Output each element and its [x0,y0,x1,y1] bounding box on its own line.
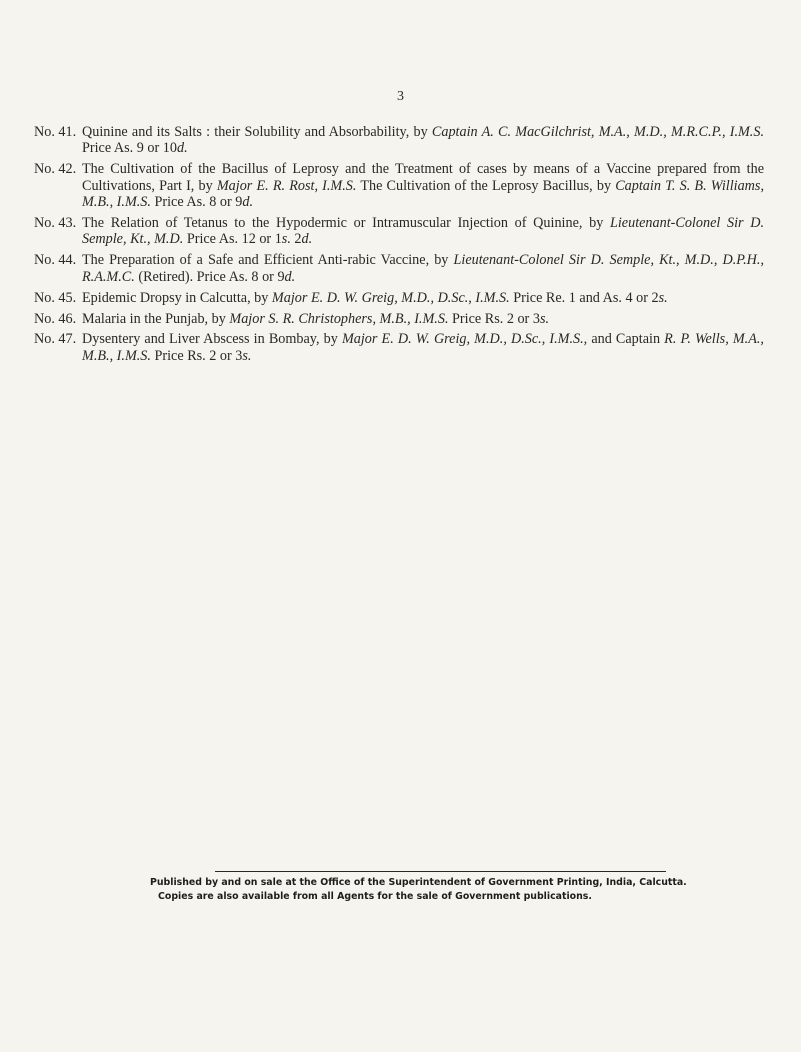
entry-text-segment: Price Re. 1 and As. 4 or 2 [509,289,659,306]
entry-text-segment: The Preparation of a Safe and Efficient Anti-rabic Vaccine, by [82,252,454,269]
entry-number: No. 45. [34,289,77,306]
entry-text-segment: Price As. 9 or 10 [82,140,177,157]
entry-author-italic: s. [658,289,668,306]
page-number: 3 [397,89,404,104]
footer-imprint [150,876,730,903]
entry-text-segment: Malaria in the Punjab, by [82,310,230,327]
entry-number: No. 41. [34,124,77,140]
entry-author-italic: Major E. R. Rost, I.M.S. [216,177,357,194]
entry-description [82,331,764,364]
entry-description [82,161,764,210]
entry-number: No. 44. [34,252,77,269]
publication-entry [34,311,764,327]
entry-author-italic: Lieutenant-Colonel Sir D. Semple, Kt., M.D., D.P.H., R.A.M.C. [82,252,764,285]
entry-text-segment: and Captain [587,331,665,348]
entry-author-italic: Major E. D. W. Greig, M.D., D.Sc., I.M.S. [271,289,510,306]
entry-author-italic: Captain T. S. B. Williams, M.B., I.M.S. [82,177,764,211]
entry-text-segment: The Cultivation of the Bacillus of Leprosy and the Treatment of cases by means of a Vaccine prepared from the Cultivations, Part I, by [82,161,764,194]
entry-description [82,215,764,248]
entry-author-italic: s. [281,231,291,248]
footer-rule [215,871,666,872]
entry-number: No. 47. [34,331,77,348]
entry-text-segment: Price Rs. 2 or 3 [448,310,540,327]
publication-entry [34,290,764,306]
entry-author-italic: d. [242,194,254,211]
entry-description [82,290,764,306]
entry-text-segment: Price Rs. 2 or 3 [150,347,243,364]
entry-author-italic: Major E. D. W. Greig, M.D., D.Sc., I.M.S., [341,331,588,348]
publication-entry [34,331,764,364]
entry-author-italic: Captain A. C. MacGilchrist, M.A., M.D., M.R.C.P., I.M.S. [431,124,764,140]
entry-number: No. 46. [34,310,77,327]
entry-description [82,311,764,327]
entry-author-italic: d. [301,231,313,248]
publication-entry [34,215,764,248]
entry-description [82,252,764,285]
publication-entry [34,252,764,285]
entry-author-italic: d. [176,140,188,157]
entry-text-segment: Epidemic Dropsy in Calcutta, by [82,289,272,306]
publication-list [34,124,764,369]
entry-text-segment: Quinine and its Salts : their Solubility and Absorbability, by [82,124,432,140]
entry-author-italic: R. P. Wells, M.A., M.B., I.M.S. [82,331,764,364]
footer-line-publisher: Published by and on sale at the Office of the Superintendent of Government Printing, India, Calcutta. [150,877,687,888]
entry-number: No. 43. [34,215,77,232]
entry-author-italic: Major S. R. Christophers, M.B., I.M.S. [229,310,449,327]
publication-entry [34,124,764,157]
entry-text-segment: The Relation of Tetanus to the Hypodermic or Intramuscular Injection of Quinine, by [82,215,610,232]
entry-author-italic: Lieutenant-Colonel Sir D. Semple, Kt., M.D. [82,215,765,248]
entry-text-segment: Price As. 12 or 1 [183,231,282,248]
footer-line-agents: Copies are also available from all Agents for the sale of Government publications. [158,890,592,902]
entry-text-segment: The Cultivation of the Leprosy Bacillus, by [356,177,616,194]
entry-author-italic: d. [284,268,296,285]
entry-number: No. 42. [34,161,77,178]
entry-text-segment: 2 [290,231,302,248]
entry-description [82,124,764,157]
entry-text-segment: (Retired). Price As. 8 or 9 [134,268,285,285]
entry-text-segment: Price As. 8 or 9 [150,194,243,211]
publication-entry [34,161,764,210]
entry-text-segment: Dysentery and Liver Abscess in Bombay, by [82,331,342,348]
entry-author-italic: s. [539,310,550,327]
entry-author-italic: s. [242,347,252,364]
